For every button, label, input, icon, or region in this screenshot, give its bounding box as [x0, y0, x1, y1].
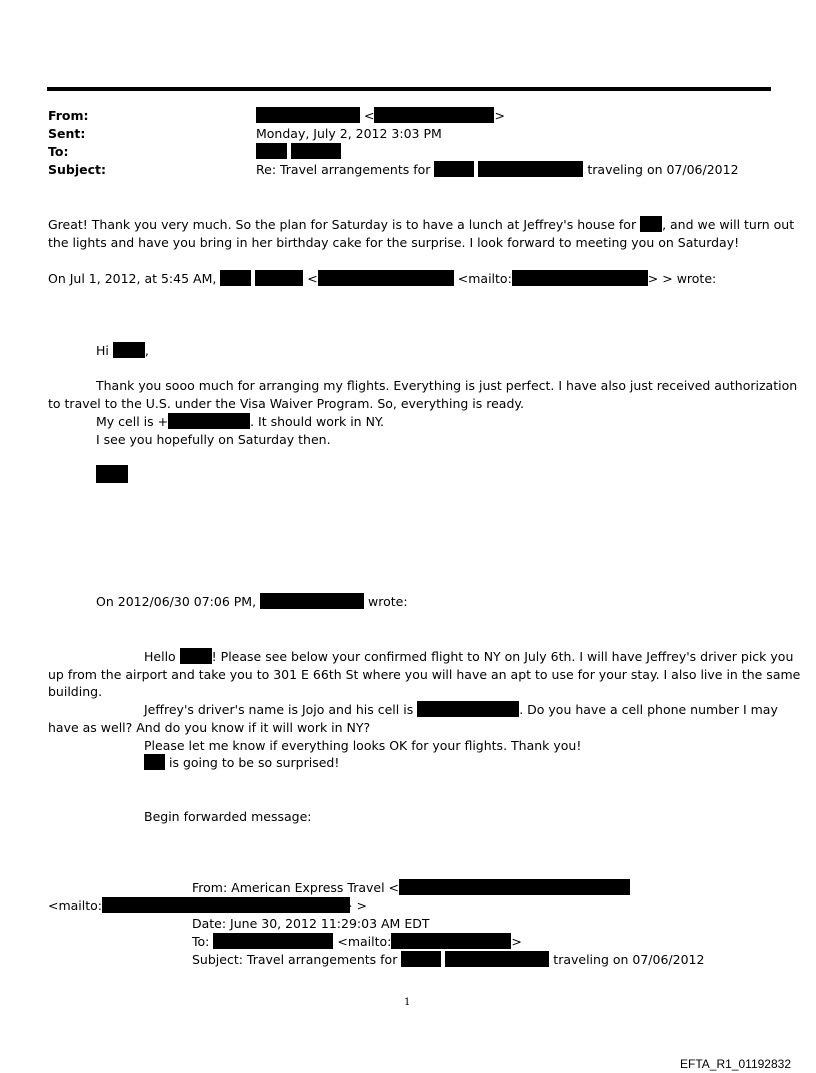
- quote-header-1: On Jul 1, 2012, at 5:45 AM, < <mailto: > > wrote:: [48, 271, 717, 286]
- to-value: [256, 143, 341, 160]
- hello-line-2: up from the airport and take you to 301 E 66th St where you will have an apt to use for your stay. I also live in the same: [48, 667, 801, 682]
- thanks-line-2: to travel to the U.S. under the Visa Waiver Program. So, everything is ready.: [48, 396, 524, 411]
- please-line: Please let me know if everything looks OK for your flights. Thank you!: [144, 738, 582, 753]
- fwd-mailto-line: <mailto:: [48, 897, 350, 914]
- redaction-block: [640, 216, 662, 232]
- fwd-from-end: > >: [342, 898, 367, 913]
- redaction-block: [512, 270, 648, 286]
- from-value: < >: [256, 107, 505, 124]
- document-id-footer: EFTA_R1_01192832: [680, 1057, 791, 1071]
- reply-line-1: Great! Thank you very much. So the plan for Saturday is to have a lunch at Jeffrey's house for , and we will turn out: [48, 217, 795, 232]
- hello-line-1: Hello ! Please see below your confirmed flight to NY on July 6th. I will have Jeffrey's driver pick you: [144, 649, 794, 664]
- from-label: From:: [48, 108, 89, 123]
- redaction-block: [180, 648, 212, 664]
- redaction-block: [168, 413, 250, 429]
- redaction-block: [417, 701, 519, 717]
- header-rule: [47, 87, 771, 91]
- redaction-block: [113, 342, 145, 358]
- redaction-block: [213, 933, 333, 949]
- fwd-to-line: To: <mailto: >: [192, 934, 522, 949]
- begin-forwarded: Begin forwarded message:: [144, 809, 312, 824]
- redaction-block: [291, 143, 341, 159]
- driver-line-2: have as well? And do you know if it will work in NY?: [48, 720, 371, 735]
- redaction-block: [445, 951, 549, 967]
- fwd-date-line: Date: June 30, 2012 11:29:03 AM EDT: [192, 916, 430, 931]
- redaction-block: [256, 107, 360, 123]
- subject-label: Subject:: [48, 162, 106, 177]
- fwd-from-line: From: American Express Travel <: [192, 879, 630, 896]
- sent-label: Sent:: [48, 126, 86, 141]
- redaction-block: [256, 143, 287, 159]
- hello-line-3: building.: [48, 684, 103, 699]
- reply-line-2: the lights and have you bring in her birthday cake for the surprise. I look forward to meeting you on Saturday!: [48, 235, 740, 250]
- thanks-line-1: Thank you sooo much for arranging my flights. Everything is just perfect. I have also just received authorization: [96, 378, 798, 393]
- page-number: 1: [404, 997, 411, 1008]
- redaction-block: [391, 933, 511, 949]
- redaction-block: [434, 161, 474, 177]
- subject-value: Re: Travel arrangements for traveling on 07/06/2012: [256, 162, 739, 177]
- fwd-subject-line: Subject: Travel arrangements for traveling on 07/06/2012: [192, 952, 705, 967]
- redaction-block: [478, 161, 583, 177]
- redaction-block: [401, 951, 441, 967]
- cell-line: My cell is + . It should work in NY.: [96, 414, 384, 429]
- sent-value: Monday, July 2, 2012 3:03 PM: [256, 126, 442, 141]
- redaction-block: [260, 593, 364, 609]
- redaction-block: [144, 754, 165, 770]
- redaction-block: [399, 879, 630, 895]
- surprised-line: is going to be so surprised!: [144, 754, 339, 771]
- signature-redaction: [96, 465, 128, 483]
- redaction-block: [102, 897, 350, 913]
- redaction-block: [374, 107, 494, 123]
- to-label: To:: [48, 144, 69, 159]
- driver-line-1: Jeffrey's driver's name is Jojo and his cell is . Do you have a cell phone number I may: [144, 702, 778, 717]
- redaction-block: [255, 270, 303, 286]
- redaction-block: [318, 270, 454, 286]
- quote-header-2: On 2012/06/30 07:06 PM, wrote:: [96, 594, 408, 609]
- see-you-line: I see you hopefully on Saturday then.: [96, 432, 331, 447]
- greeting-hi: Hi ,: [96, 343, 149, 358]
- redaction-block: [220, 270, 251, 286]
